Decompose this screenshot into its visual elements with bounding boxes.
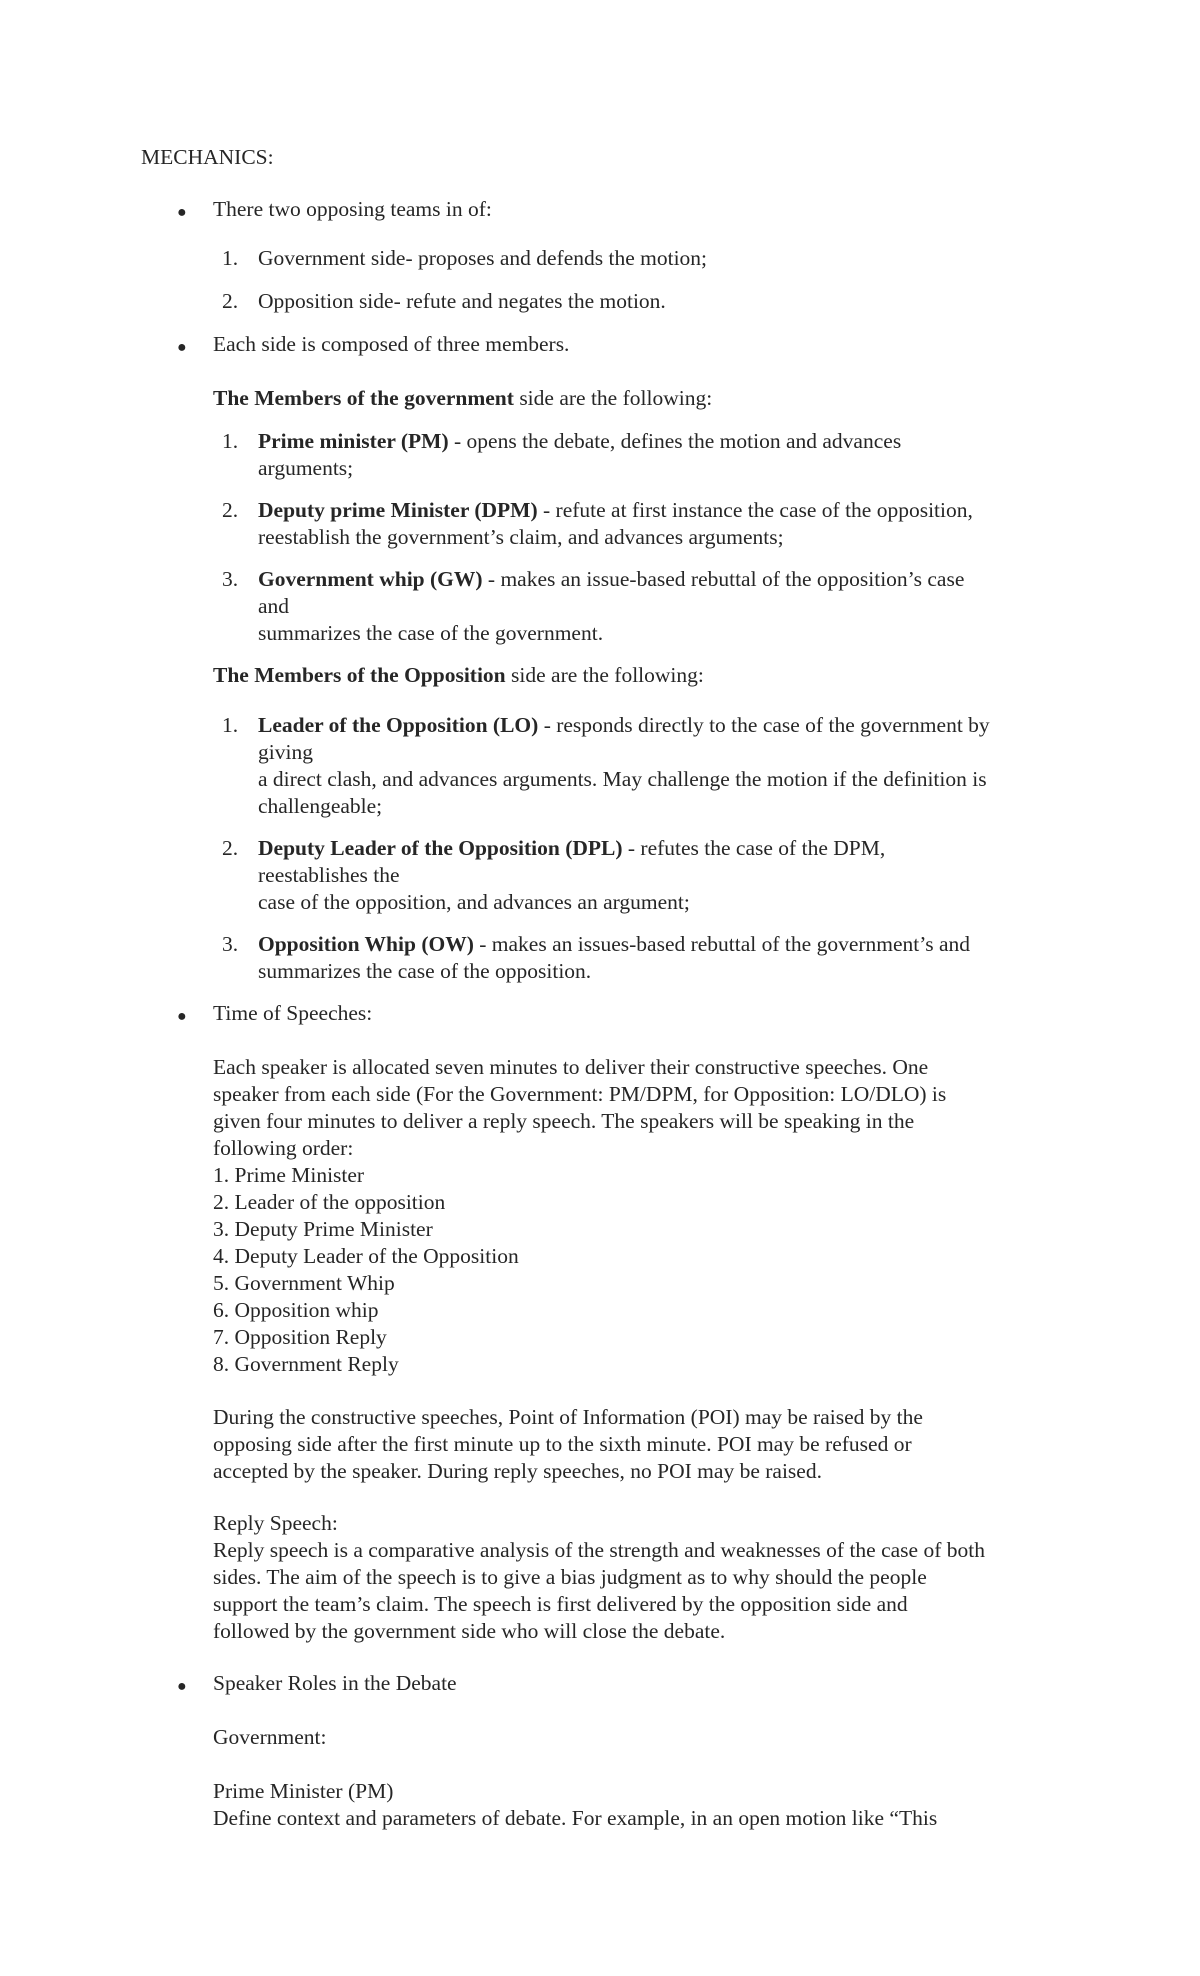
- bullet-dot: ●: [177, 1678, 187, 1695]
- opp-ow-line: Opposition Whip (OW) - makes an issues-based rebuttal of the government’s and: [258, 932, 971, 956]
- bullet-dot: ●: [177, 1008, 187, 1025]
- time-para-line: speaker from each side (For the Government: PM/DPM, for Opposition: LO/DLO) is: [213, 1082, 947, 1106]
- poi-para-line: opposing side after the first minute up to the sixth minute. POI may be refused or: [213, 1432, 912, 1456]
- role-desc-line: case of the opposition, and advances an argument;: [258, 890, 690, 914]
- role-name: Prime minister (PM): [258, 429, 449, 453]
- time-para-line: Each speaker is allocated seven minutes to deliver their constructive speeches. One: [213, 1055, 929, 1079]
- poi-para-line: During the constructive speeches, Point of Information (POI) may be raised by the: [213, 1405, 923, 1429]
- speaking-order-item: 2. Leader of the opposition: [213, 1190, 446, 1214]
- role-name: Deputy Leader of the Opposition (DPL): [258, 836, 623, 860]
- reply-speech-title: Reply Speech:: [213, 1511, 338, 1535]
- gov-gw-line: Government whip (GW) - makes an issue-based rebuttal of the opposition’s case: [258, 567, 965, 591]
- gov-members-intro-rest: side are the following:: [513, 386, 713, 410]
- item-num: 3.: [222, 567, 239, 591]
- bullet-dot: ●: [177, 339, 187, 356]
- roles-pm-line: Define context and parameters of debate. For example, in an open motion like “This: [213, 1806, 938, 1830]
- side-num: 2.: [222, 289, 239, 313]
- role-desc-line: a direct clash, and advances arguments. May challenge the motion if the definition is: [258, 767, 987, 791]
- gov-members-intro-bold: The Members of the government: [213, 386, 514, 410]
- item-num: 2.: [222, 498, 239, 522]
- side-government: Government side- proposes and defends the motion;: [258, 246, 708, 270]
- bullet-dot: ●: [177, 204, 187, 221]
- role-desc-line: summarizes the case of the opposition.: [258, 959, 592, 983]
- role-name: Leader of the Opposition (LO): [258, 713, 539, 737]
- opp-members-intro-rest: side are the following:: [505, 663, 704, 687]
- speaking-order-item: 4. Deputy Leader of the Opposition: [213, 1244, 519, 1268]
- bullet-time-of-speeches: Time of Speeches:: [213, 1001, 373, 1025]
- time-para-line: following order:: [213, 1136, 354, 1160]
- poi-para-line: accepted by the speaker. During reply speeches, no POI may be raised.: [213, 1459, 822, 1483]
- page-heading: MECHANICS:: [141, 145, 274, 169]
- item-num: 1.: [222, 429, 239, 453]
- bullet-members: Each side is composed of three members.: [213, 332, 570, 356]
- role-desc-line: giving: [258, 740, 313, 764]
- opp-dpl-line: Deputy Leader of the Opposition (DPL) - refutes the case of the DPM,: [258, 836, 886, 860]
- reply-para-line: sides. The aim of the speech is to give a bias judgment as to why should the people: [213, 1565, 927, 1589]
- role-desc-line: and: [258, 594, 290, 618]
- speaking-order-item: 6. Opposition whip: [213, 1298, 379, 1322]
- gov-dpm-line: Deputy prime Minister (DPM) - refute at first instance the case of the opposition,: [258, 498, 973, 522]
- item-num: 2.: [222, 836, 239, 860]
- item-num: 1.: [222, 713, 239, 737]
- opp-lo-line: Leader of the Opposition (LO) - responds directly to the case of the government by: [258, 713, 990, 737]
- speaking-order-item: 5. Government Whip: [213, 1271, 395, 1295]
- gov-members-intro: [213, 385, 712, 412]
- role-desc-line: reestablishes the: [258, 863, 400, 887]
- bullet-speaker-roles: Speaker Roles in the Debate: [213, 1671, 457, 1695]
- role-desc-line: reestablish the government’s claim, and advances arguments;: [258, 525, 784, 549]
- time-para-line: given four minutes to deliver a reply speech. The speakers will be speaking in the: [213, 1109, 915, 1133]
- gov-pm-line: Prime minister (PM) - opens the debate, defines the motion and advances: [258, 429, 902, 453]
- opp-members-intro-bold: The Members of the Opposition: [213, 663, 506, 687]
- speaking-order-item: 8. Government Reply: [213, 1352, 399, 1376]
- reply-para-line: Reply speech is a comparative analysis of the strength and weaknesses of the case of both: [213, 1538, 985, 1562]
- reply-para-line: followed by the government side who will close the debate.: [213, 1619, 726, 1643]
- roles-pm-title: Prime Minister (PM): [213, 1779, 394, 1803]
- role-name: Government whip (GW): [258, 567, 483, 591]
- opp-members-intro: [213, 662, 704, 689]
- speaking-order-item: 1. Prime Minister: [213, 1163, 365, 1187]
- role-name: Opposition Whip (OW): [258, 932, 474, 956]
- speaking-order-item: 7. Opposition Reply: [213, 1325, 387, 1349]
- role-name: Deputy prime Minister (DPM): [258, 498, 538, 522]
- side-opposition: Opposition side- refute and negates the motion.: [258, 289, 666, 313]
- side-num: 1.: [222, 246, 239, 270]
- item-num: 3.: [222, 932, 239, 956]
- speaking-order-item: 3. Deputy Prime Minister: [213, 1217, 433, 1241]
- role-desc-line: arguments;: [258, 456, 354, 480]
- bullet-teams: There two opposing teams in of:: [213, 197, 492, 221]
- role-desc-line: summarizes the case of the government.: [258, 621, 604, 645]
- reply-para-line: support the team’s claim. The speech is first delivered by the opposition side and: [213, 1592, 908, 1616]
- role-desc-line: challengeable;: [258, 794, 383, 818]
- roles-side-label: Government:: [213, 1725, 327, 1749]
